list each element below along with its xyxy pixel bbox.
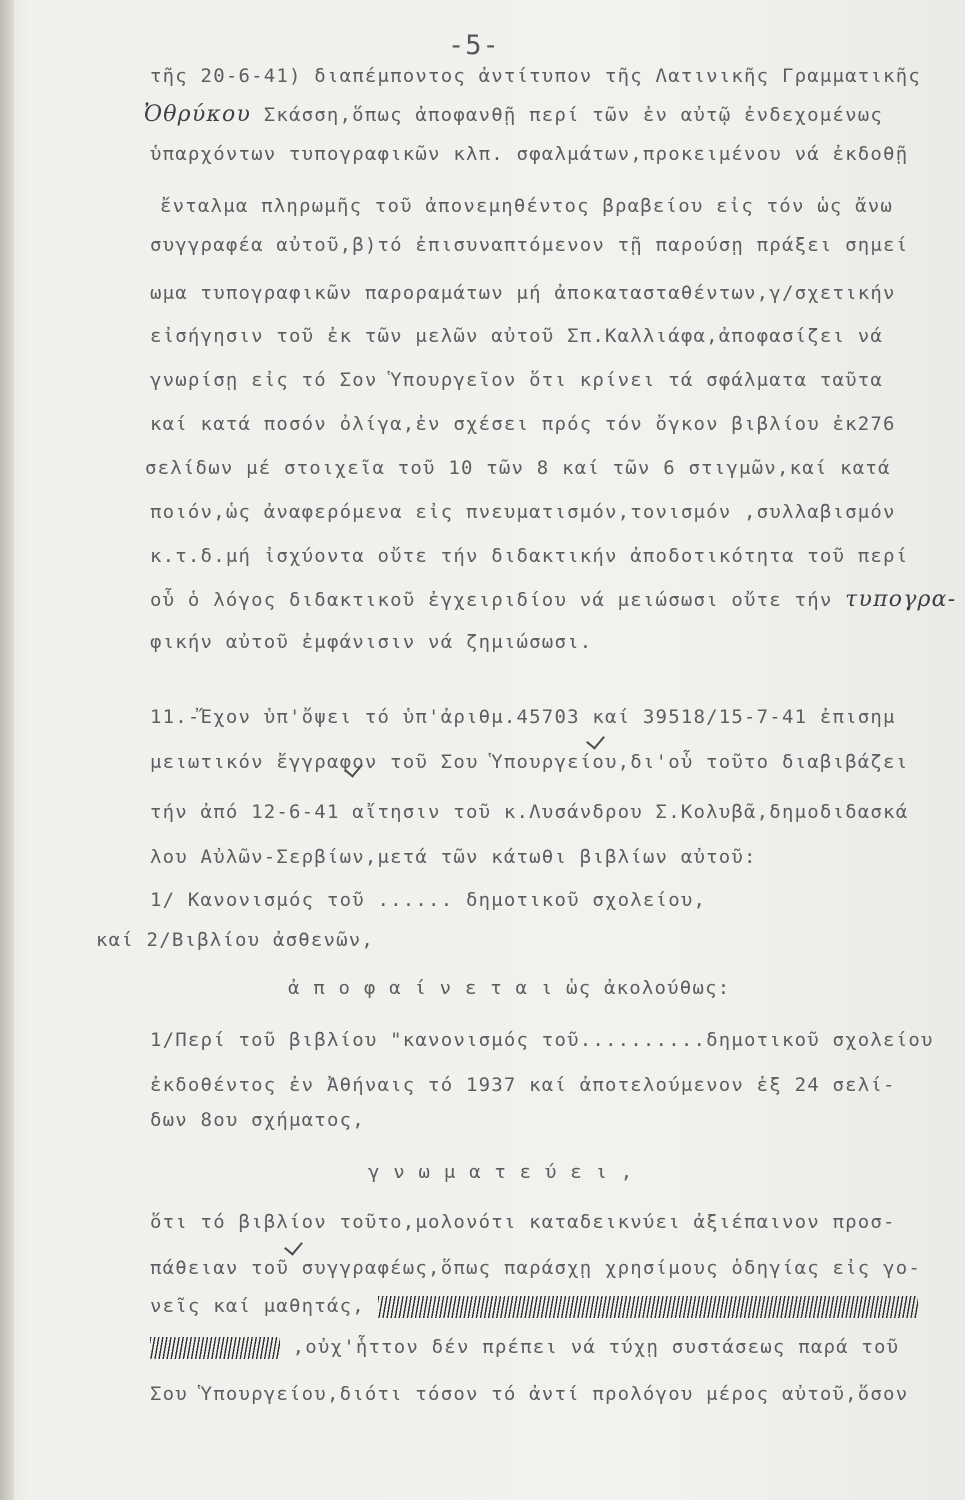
- text-line: [150, 1294, 918, 1318]
- text-line: τῆς 20-6-41) διαπέμποντος ἀντίτυπον τῆς Λατινικῆς Γραμματικῆς: [150, 65, 921, 87]
- text-line: 11.-Ἔχον ὑπ'ὄψει τό ὑπ'ἀριθμ.45703 καί 39518/15-7-41 ἐπισημ: [150, 706, 896, 728]
- text-line: ἔνταλμα πληρωμῆς τοῦ ἀπονεμηθέντος βραβείου εἰς τόν ὡς ἄνω: [160, 195, 894, 217]
- struck-out-text: [378, 1296, 918, 1318]
- text-line-content: Σκάσση,ὅπως ἀποφανθῇ περί τῶν ἐν αὐτῷ ἐνδεχομένως: [263, 104, 883, 126]
- text-line: ὑπαρχόντων τυπογραφικῶν κλπ. σφαλμάτων,προκειμένου νά ἐκδοθῇ: [150, 143, 909, 165]
- text-line: ὅτι τό βιβλίον τοῦτο,μολονότι καταδεικνύει ἀξιέπαινον προσ-: [150, 1211, 896, 1233]
- text-line: καί 2/Βιβλίου ἀσθενῶν,: [96, 929, 375, 951]
- text-line: σελίδων μέ στοιχεῖα τοῦ 10 τῶν 8 καί τῶν 6 στιγμῶν,καί κατά: [145, 457, 891, 479]
- text-line: φικήν αὐτοῦ ἐμφάνισιν νά ζημιώσωσι.: [150, 631, 593, 653]
- text-line: τήν ἀπό 12-6-41 αἴτησιν τοῦ κ.Λυσάνδρου Σ.Κολυβᾶ,δημοδιδασκά: [150, 801, 909, 823]
- text-line: ωμα τυπογραφικῶν παροραμάτων μή ἀποκατασταθέντων,γ/σχετικήν: [150, 282, 896, 304]
- handwritten-check-mark: [586, 730, 605, 749]
- text-line: συγγραφέα αὐτοῦ,β)τό ἐπισυναπτόμενον τῇ παρούσῃ πράξει σημεί: [150, 234, 909, 256]
- text-line: 1/Περί τοῦ βιβλίου "κανονισμός τοῦ..........δημοτικοῦ σχολείου: [150, 1029, 934, 1051]
- handwritten-insertion: Ὀθρύκου: [144, 102, 252, 127]
- text-line: ἐκδοθέντος ἐν Ἀθήναις τό 1937 καί ἀποτελούμενον ἐξ 24 σελί-: [150, 1074, 896, 1096]
- text-line: [150, 588, 956, 612]
- text-line: ποιόν,ὡς ἀναφερόμενα εἰς πνευματισμόν,τονισμόν ,συλλαβισμόν: [150, 501, 896, 523]
- text-line: εἰσήγησιν τοῦ ἐκ τῶν μελῶν αὐτοῦ Σπ.Καλλιάφα,ἀποφασίζει νά: [150, 325, 884, 347]
- text-line: κ.τ.δ.μή ἰσχύοντα οὔτε τήν διδακτικήν ἀποδοτικότητα τοῦ περί: [150, 545, 909, 567]
- handwritten-insertion: τυπογρα-: [845, 587, 957, 612]
- page-number: -5-: [448, 30, 500, 61]
- text-line: λου Αὐλῶν-Σερβίων,μετά τῶν κάτωθι βιβλίων αὐτοῦ:: [150, 846, 757, 868]
- text-line-content: ,οὐχ'ἧττον δέν πρέπει νά τύχῃ συστάσεως παρά τοῦ: [292, 1336, 900, 1358]
- text-line: 1/ Κανονισμός τοῦ ...... δημοτικοῦ σχολείου,: [150, 889, 707, 911]
- text-line: μειωτικόν ἔγγραφον τοῦ Σου Ὑπουργείου,δι'οὗ τοῦτο διαβιβάζει: [150, 751, 909, 773]
- text-line: γνωρίσῃ εἰς τό Σον Ὑπουργεῖον ὅτι κρίνει τά σφάλματα ταῦτα: [150, 369, 884, 391]
- binding-edge: [0, 0, 14, 1500]
- text-line-content: νεῖς καί μαθητάς,: [150, 1295, 365, 1317]
- text-line: γ ν ω μ α τ ε ύ ε ι ,: [368, 1161, 634, 1183]
- text-line: πάθειαν τοῦ συγγραφέως,ὅπως παράσχῃ χρησίμους ὁδηγίας εἰς γο-: [150, 1257, 921, 1279]
- text-line: ἀ π ο φ α ί ν ε τ α ι ὡς ἀκολούθως:: [288, 977, 731, 999]
- struck-out-text: [150, 1337, 280, 1359]
- text-line-content: οὗ ὁ λόγος διδακτικοῦ ἐγχειριδίου νά μειώσωσι οὔτε τήν: [150, 589, 833, 611]
- text-line: [150, 1335, 899, 1359]
- text-line: δων 8ου σχήματος,: [150, 1109, 365, 1131]
- handwritten-check-mark: [284, 1236, 303, 1255]
- text-line: [144, 103, 883, 127]
- text-line: καί κατά ποσόν ὀλίγα,ἐν σχέσει πρός τόν ὄγκον βιβλίου ἐκ276: [150, 413, 896, 435]
- text-line: Σου Ὑπουργείου,διότι τόσον τό ἀντί προλόγου μέρος αὐτοῦ,ὅσον: [150, 1383, 909, 1405]
